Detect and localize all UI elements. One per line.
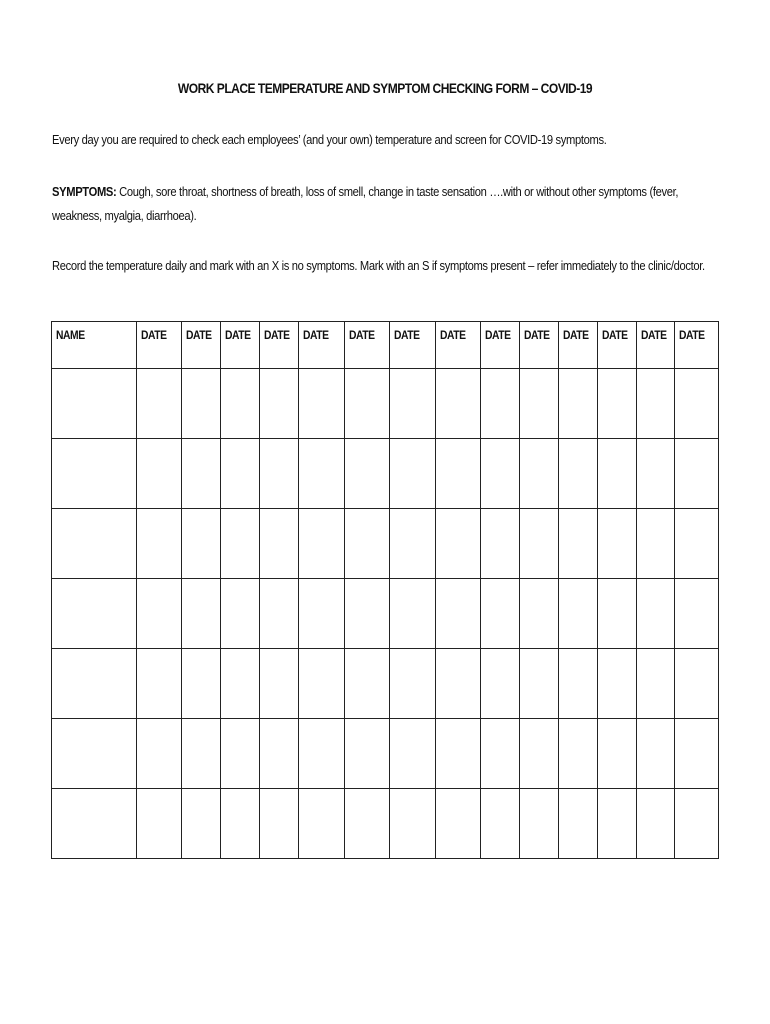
column-header-label: DATE <box>349 328 375 342</box>
date-cell[interactable] <box>137 719 182 789</box>
date-cell[interactable] <box>182 439 221 509</box>
date-cell[interactable] <box>260 439 299 509</box>
column-header-label: DATE <box>141 328 167 342</box>
date-cell[interactable] <box>520 579 559 649</box>
table-header-row <box>52 322 719 369</box>
column-header-label: NAME <box>56 328 85 342</box>
date-cell[interactable] <box>436 719 481 789</box>
date-cell[interactable] <box>390 439 436 509</box>
date-cell[interactable] <box>390 649 436 719</box>
date-cell[interactable] <box>182 579 221 649</box>
column-header-date <box>481 322 520 369</box>
date-cell[interactable] <box>675 439 719 509</box>
column-header-date <box>637 322 675 369</box>
date-cell[interactable] <box>260 509 299 579</box>
date-cell[interactable] <box>637 439 675 509</box>
table-row <box>52 439 719 509</box>
date-cell[interactable] <box>182 649 221 719</box>
date-cell[interactable] <box>299 789 345 859</box>
date-cell[interactable] <box>390 719 436 789</box>
date-cell[interactable] <box>481 509 520 579</box>
date-cell[interactable] <box>481 719 520 789</box>
date-cell[interactable] <box>436 439 481 509</box>
table-row <box>52 789 719 859</box>
date-cell[interactable] <box>436 579 481 649</box>
date-cell[interactable] <box>221 439 260 509</box>
name-cell[interactable] <box>52 439 137 509</box>
column-header-name <box>52 322 137 369</box>
column-header-label: DATE <box>679 328 705 342</box>
name-cell[interactable] <box>52 789 137 859</box>
date-cell[interactable] <box>520 369 559 439</box>
column-header-label: DATE <box>303 328 329 342</box>
symptoms-text: Cough, sore throat, shortness of breath, loss of smell, change in taste sensation ….with or without other symptoms (fever, weakness, myalgia, diarrhoea). <box>52 184 679 223</box>
date-cell[interactable] <box>390 509 436 579</box>
column-header-label: DATE <box>563 328 589 342</box>
date-cell[interactable] <box>598 789 637 859</box>
date-cell[interactable] <box>520 789 559 859</box>
temperature-log-table <box>51 321 719 859</box>
column-header-date <box>345 322 390 369</box>
date-cell[interactable] <box>481 649 520 719</box>
column-header-date <box>559 322 598 369</box>
date-cell[interactable] <box>221 649 260 719</box>
date-cell[interactable] <box>481 579 520 649</box>
date-cell[interactable] <box>299 719 345 789</box>
date-cell[interactable] <box>637 369 675 439</box>
name-cell[interactable] <box>52 509 137 579</box>
date-cell[interactable] <box>675 579 719 649</box>
date-cell[interactable] <box>559 649 598 719</box>
name-cell[interactable] <box>52 719 137 789</box>
date-cell[interactable] <box>221 719 260 789</box>
date-cell[interactable] <box>481 439 520 509</box>
table-row <box>52 719 719 789</box>
column-header-label: DATE <box>440 328 466 342</box>
date-cell[interactable] <box>260 789 299 859</box>
column-header-label: DATE <box>485 328 511 342</box>
column-header-date <box>137 322 182 369</box>
date-cell[interactable] <box>559 789 598 859</box>
date-cell[interactable] <box>137 789 182 859</box>
date-cell[interactable] <box>137 579 182 649</box>
symptoms-paragraph <box>52 180 719 228</box>
column-header-label: DATE <box>394 328 420 342</box>
column-header-label: DATE <box>225 328 251 342</box>
date-cell[interactable] <box>637 719 675 789</box>
date-cell[interactable] <box>559 439 598 509</box>
date-cell[interactable] <box>260 719 299 789</box>
date-cell[interactable] <box>481 789 520 859</box>
date-cell[interactable] <box>299 439 345 509</box>
date-cell[interactable] <box>221 509 260 579</box>
date-cell[interactable] <box>345 509 390 579</box>
date-cell[interactable] <box>299 649 345 719</box>
date-cell[interactable] <box>260 579 299 649</box>
column-header-date <box>299 322 345 369</box>
date-cell[interactable] <box>520 439 559 509</box>
date-cell[interactable] <box>221 789 260 859</box>
column-header-date <box>436 322 481 369</box>
date-cell[interactable] <box>299 369 345 439</box>
date-cell[interactable] <box>182 719 221 789</box>
date-cell[interactable] <box>260 369 299 439</box>
table-row <box>52 369 719 439</box>
date-cell[interactable] <box>182 789 221 859</box>
instructions-paragraph: Record the temperature daily and mark with an X is no symptoms. Mark with an S if symptoms present – refer immediately to the clinic/doctor. <box>52 258 705 273</box>
column-header-label: DATE <box>524 328 550 342</box>
name-cell[interactable] <box>52 369 137 439</box>
date-cell[interactable] <box>520 719 559 789</box>
date-cell[interactable] <box>345 719 390 789</box>
date-cell[interactable] <box>598 649 637 719</box>
table-row <box>52 649 719 719</box>
name-cell[interactable] <box>52 649 137 719</box>
date-cell[interactable] <box>675 509 719 579</box>
date-cell[interactable] <box>520 509 559 579</box>
symptoms-label: SYMPTOMS: <box>52 184 117 199</box>
date-cell[interactable] <box>675 719 719 789</box>
date-cell[interactable] <box>598 579 637 649</box>
column-header-date <box>390 322 436 369</box>
column-header-label: DATE <box>264 328 290 342</box>
column-header-date <box>221 322 260 369</box>
date-cell[interactable] <box>137 369 182 439</box>
date-cell[interactable] <box>299 579 345 649</box>
date-cell[interactable] <box>221 579 260 649</box>
intro-paragraph: Every day you are required to check each employees’ (and your own) temperature and screen for COVID-19 symptoms. <box>52 132 607 147</box>
date-cell[interactable] <box>436 789 481 859</box>
table-row <box>52 579 719 649</box>
date-cell[interactable] <box>559 369 598 439</box>
date-cell[interactable] <box>390 369 436 439</box>
date-cell[interactable] <box>637 789 675 859</box>
date-cell[interactable] <box>637 509 675 579</box>
date-cell[interactable] <box>637 649 675 719</box>
table-row <box>52 509 719 579</box>
column-header-label: DATE <box>186 328 212 342</box>
page-title: WORK PLACE TEMPERATURE AND SYMPTOM CHECKING FORM – COVID-19 <box>177 80 593 96</box>
date-cell[interactable] <box>436 649 481 719</box>
date-cell[interactable] <box>481 369 520 439</box>
date-cell[interactable] <box>137 649 182 719</box>
column-header-date <box>520 322 559 369</box>
date-cell[interactable] <box>559 509 598 579</box>
date-cell[interactable] <box>598 719 637 789</box>
date-cell[interactable] <box>260 649 299 719</box>
date-cell[interactable] <box>436 509 481 579</box>
date-cell[interactable] <box>345 369 390 439</box>
column-header-date <box>598 322 637 369</box>
date-cell[interactable] <box>390 789 436 859</box>
date-cell[interactable] <box>559 719 598 789</box>
date-cell[interactable] <box>137 509 182 579</box>
column-header-date <box>260 322 299 369</box>
date-cell[interactable] <box>637 579 675 649</box>
column-header-date <box>182 322 221 369</box>
date-cell[interactable] <box>299 509 345 579</box>
date-cell[interactable] <box>436 369 481 439</box>
date-cell[interactable] <box>345 579 390 649</box>
date-cell[interactable] <box>182 509 221 579</box>
date-cell[interactable] <box>520 649 559 719</box>
date-cell[interactable] <box>221 369 260 439</box>
date-cell[interactable] <box>345 649 390 719</box>
date-cell[interactable] <box>345 439 390 509</box>
name-cell[interactable] <box>52 579 137 649</box>
date-cell[interactable] <box>182 369 221 439</box>
date-cell[interactable] <box>598 439 637 509</box>
table-body <box>52 369 719 859</box>
column-header-date <box>675 322 719 369</box>
date-cell[interactable] <box>390 579 436 649</box>
column-header-label: DATE <box>602 328 628 342</box>
date-cell[interactable] <box>675 649 719 719</box>
column-header-label: DATE <box>641 328 667 342</box>
date-cell[interactable] <box>559 579 598 649</box>
date-cell[interactable] <box>675 789 719 859</box>
date-cell[interactable] <box>345 789 390 859</box>
date-cell[interactable] <box>137 439 182 509</box>
date-cell[interactable] <box>598 509 637 579</box>
date-cell[interactable] <box>675 369 719 439</box>
date-cell[interactable] <box>598 369 637 439</box>
